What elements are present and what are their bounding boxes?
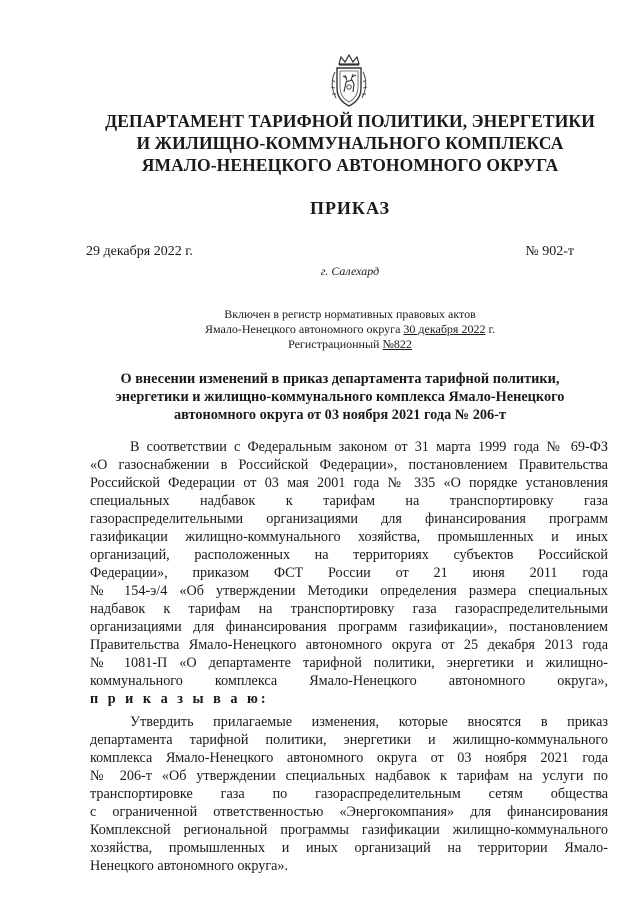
operative-line: транспортировке газа по газораспределительным сетям общества xyxy=(90,786,608,802)
order-number: № 902-т xyxy=(525,244,574,259)
registry-line-1: Включен в регистр нормативных правовых актов xyxy=(224,307,476,321)
preamble-line: Федерации», приказом ФСТ России от 21 июня 2011 года xyxy=(90,565,608,581)
operative-line: Утвердить прилагаемые изменения, которые вносятся в приказ xyxy=(130,714,608,730)
preamble-line: № 1081-П «О департаменте тарифной политики, энергетики и жилищно- xyxy=(90,655,608,671)
preamble-line: организаций, расположенных на территориях субъектов Российской xyxy=(90,547,608,563)
preamble-line: В соответствии с Федеральным законом от 31 марта 1999 года № 69-ФЗ xyxy=(130,439,608,455)
preamble-line: газораспределительными организациями для финансирования программ xyxy=(90,511,608,527)
operative-line: комплекса Ямало-Ненецкого автономного округа от 03 ноября 2021 года xyxy=(90,750,608,766)
preamble-line: газификации жилищно-коммунального хозяйства, промышленных и иных xyxy=(90,529,608,545)
registry-region: Ямало-Ненецкого автономного округа xyxy=(204,322,404,336)
department-line-1: ДЕПАРТАМЕНТ ТАРИФНОЙ ПОЛИТИКИ, ЭНЕРГЕТИКИ xyxy=(105,111,595,131)
order-date: 29 декабря 2022 г. xyxy=(86,244,193,259)
subject-line-1: О внесении изменений в приказ департамента тарифной политики, xyxy=(120,371,560,387)
coat-of-arms-emblem-icon xyxy=(326,54,372,110)
preamble-line: «О газоснабжении в Российской Федерации», постановлением Правительства xyxy=(90,457,608,473)
operative-line: Ненецкого автономного округа». xyxy=(90,858,289,874)
preamble-paragraph xyxy=(90,438,608,708)
operative-line: № 206-т «Об утверждении специальных надбавок к тарифам на услуги по xyxy=(90,768,608,784)
operative-line: Комплексной региональной программы газификации жилищно-коммунального xyxy=(90,822,608,838)
preamble-line: надбавок к тарифам на транспортировку газа газораспределительными xyxy=(90,601,608,617)
registry-number-label: Регистрационный xyxy=(288,337,383,351)
order-subject xyxy=(90,370,590,424)
department-line-3: ЯМАЛО-НЕНЕЦКОГО АВТОНОМНОГО ОКРУГА xyxy=(141,155,559,175)
preamble-line: Правительства Ямало-Ненецкого автономного округа от 25 декабря 2013 года xyxy=(90,637,608,653)
preamble-line: коммунального комплекса Ямало-Ненецкого автономного округа», xyxy=(90,673,608,689)
order-word: п р и к а з ы в а ю xyxy=(90,691,261,707)
preamble-line: Российской Федерации от 03 мая 2001 года № 335 «О порядке установления xyxy=(90,475,608,491)
operative-paragraph xyxy=(90,713,608,875)
department-line-2: И ЖИЛИЩНО-КОММУНАЛЬНОГО КОМПЛЕКСА xyxy=(136,133,564,153)
department-name xyxy=(60,110,640,176)
operative-line: департамента тарифной политики, энергетики и жилищно-коммунального xyxy=(90,732,608,748)
subject-line-2: энергетики и жилищно-коммунального комплекса Ямало-Ненецкого xyxy=(115,389,565,405)
registry-date: 30 декабря 2022 xyxy=(403,322,486,336)
registry-line-3 xyxy=(150,337,550,352)
operative-line: с ограниченной ответственностью «Энергокомпания» для финансирования xyxy=(90,804,608,820)
order-title: ПРИКАЗ xyxy=(309,198,391,218)
city-name: г. Салехард xyxy=(320,264,380,278)
registry-line-2 xyxy=(150,322,550,337)
preamble-line: организациями для финансирования программ газификации», постановлением xyxy=(90,619,608,635)
registry-number: №822 xyxy=(382,337,412,351)
order-word-line xyxy=(90,690,608,708)
operative-line: хозяйства, промышленных и иных организаций на территории Ямало- xyxy=(90,840,608,856)
order-word-colon: : xyxy=(260,691,266,707)
subject-line-3: автономного округа от 03 ноября 2021 года № 206-т xyxy=(174,407,506,423)
preamble-line: специальных надбавок к тарифам на транспортировку газа xyxy=(90,493,608,509)
registry-stamp xyxy=(150,307,550,352)
preamble-line: № 154-э/4 «Об утверждении Методики определения размера специальных xyxy=(90,583,608,599)
registry-date-suffix: г. xyxy=(485,322,496,336)
